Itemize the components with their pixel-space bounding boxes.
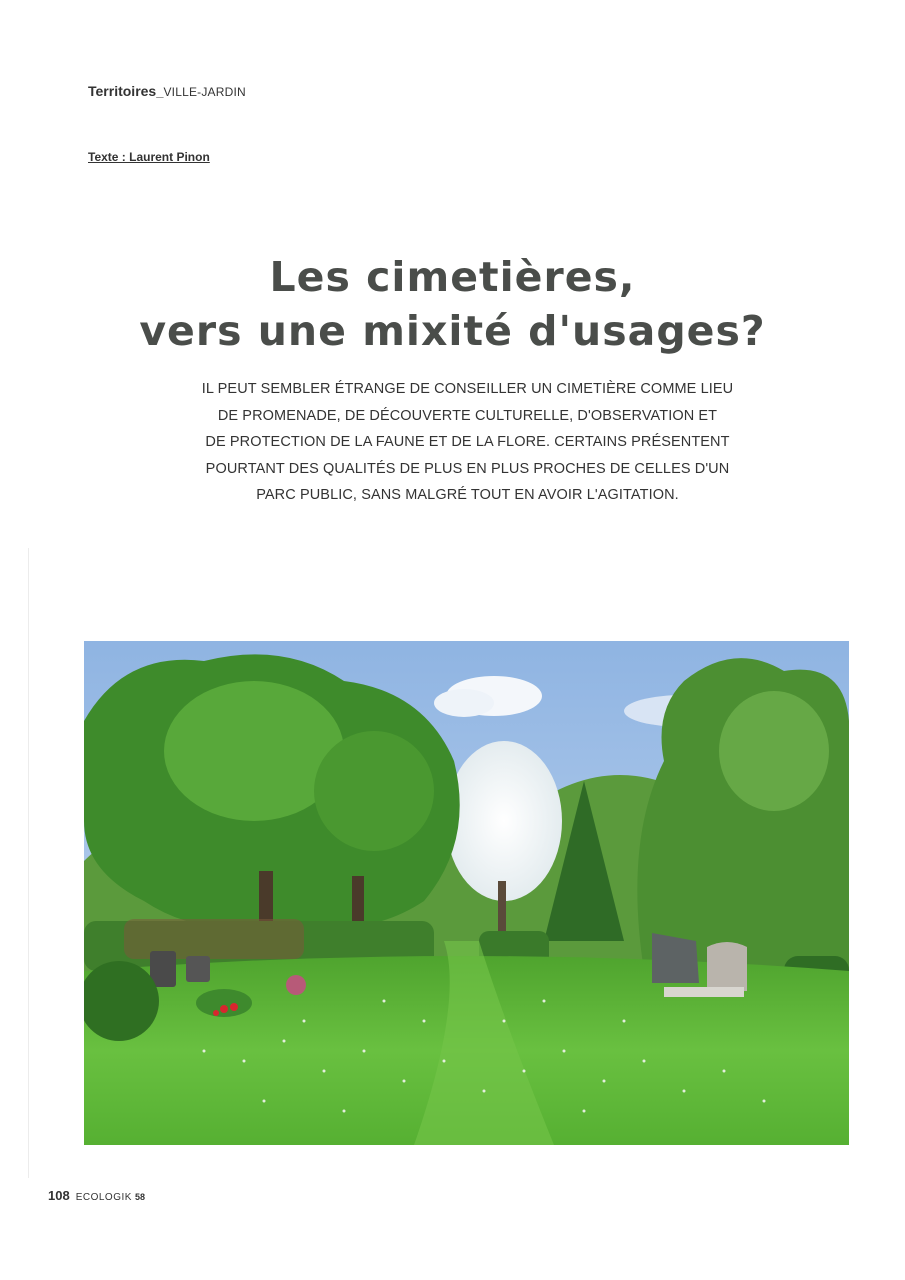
left-trunk: [352, 876, 364, 926]
gravestone: [707, 942, 747, 991]
red-flower: [220, 1005, 228, 1013]
cemetery-photo: [84, 641, 849, 1145]
lead-line: IL PEUT SEMBLER ÉTRANGE DE CONSEILLER UN CIMETIÈRE COMME LIEU: [201, 381, 734, 397]
article-lead: [200, 376, 735, 509]
lead-line: DE PROTECTION DE LA FAUNE ET DE LA FLORE. CERTAINS PRÉSENTENT: [205, 434, 730, 450]
cloud: [434, 689, 494, 717]
title-line-2: vers une mixité d'usages?: [139, 307, 766, 355]
red-flower: [213, 1010, 219, 1016]
pink-flower: [286, 975, 306, 995]
grave-slab: [664, 987, 744, 997]
gravestone: [186, 956, 210, 982]
page-number: 108: [48, 1188, 70, 1203]
page-gutter-line: [28, 548, 29, 1178]
byline: Texte : Laurent Pinon: [88, 150, 210, 164]
magazine-name: ECOLOGIK: [75, 1192, 132, 1203]
gravestone: [652, 933, 699, 983]
title-line-1: Les cimetières,: [269, 253, 636, 301]
blossom-tree: [446, 741, 562, 901]
left-tree-highlight: [314, 731, 434, 851]
red-flower: [230, 1003, 238, 1011]
section-header: [88, 83, 246, 99]
right-tree-highlight: [719, 691, 829, 811]
lead-line: DE PROMENADE, DE DÉCOUVERTE CULTURELLE, D'OBSERVATION ET: [217, 407, 718, 424]
page-footer: [48, 1188, 145, 1203]
blossom-trunk: [498, 881, 506, 931]
lead-line: PARC PUBLIC, SANS MALGRÉ TOUT EN AVOIR L'AGITATION.: [256, 487, 679, 503]
lead-line: POURTANT DES QUALITÉS DE PLUS EN PLUS PROCHES DE CELLES D'UN: [205, 460, 730, 477]
subsection-name: VILLE-JARDIN: [163, 85, 246, 99]
section-name: Territoires: [88, 83, 157, 99]
article-title: [0, 250, 905, 358]
section-separator: _: [156, 84, 164, 99]
issue-number: 58: [134, 1192, 145, 1202]
